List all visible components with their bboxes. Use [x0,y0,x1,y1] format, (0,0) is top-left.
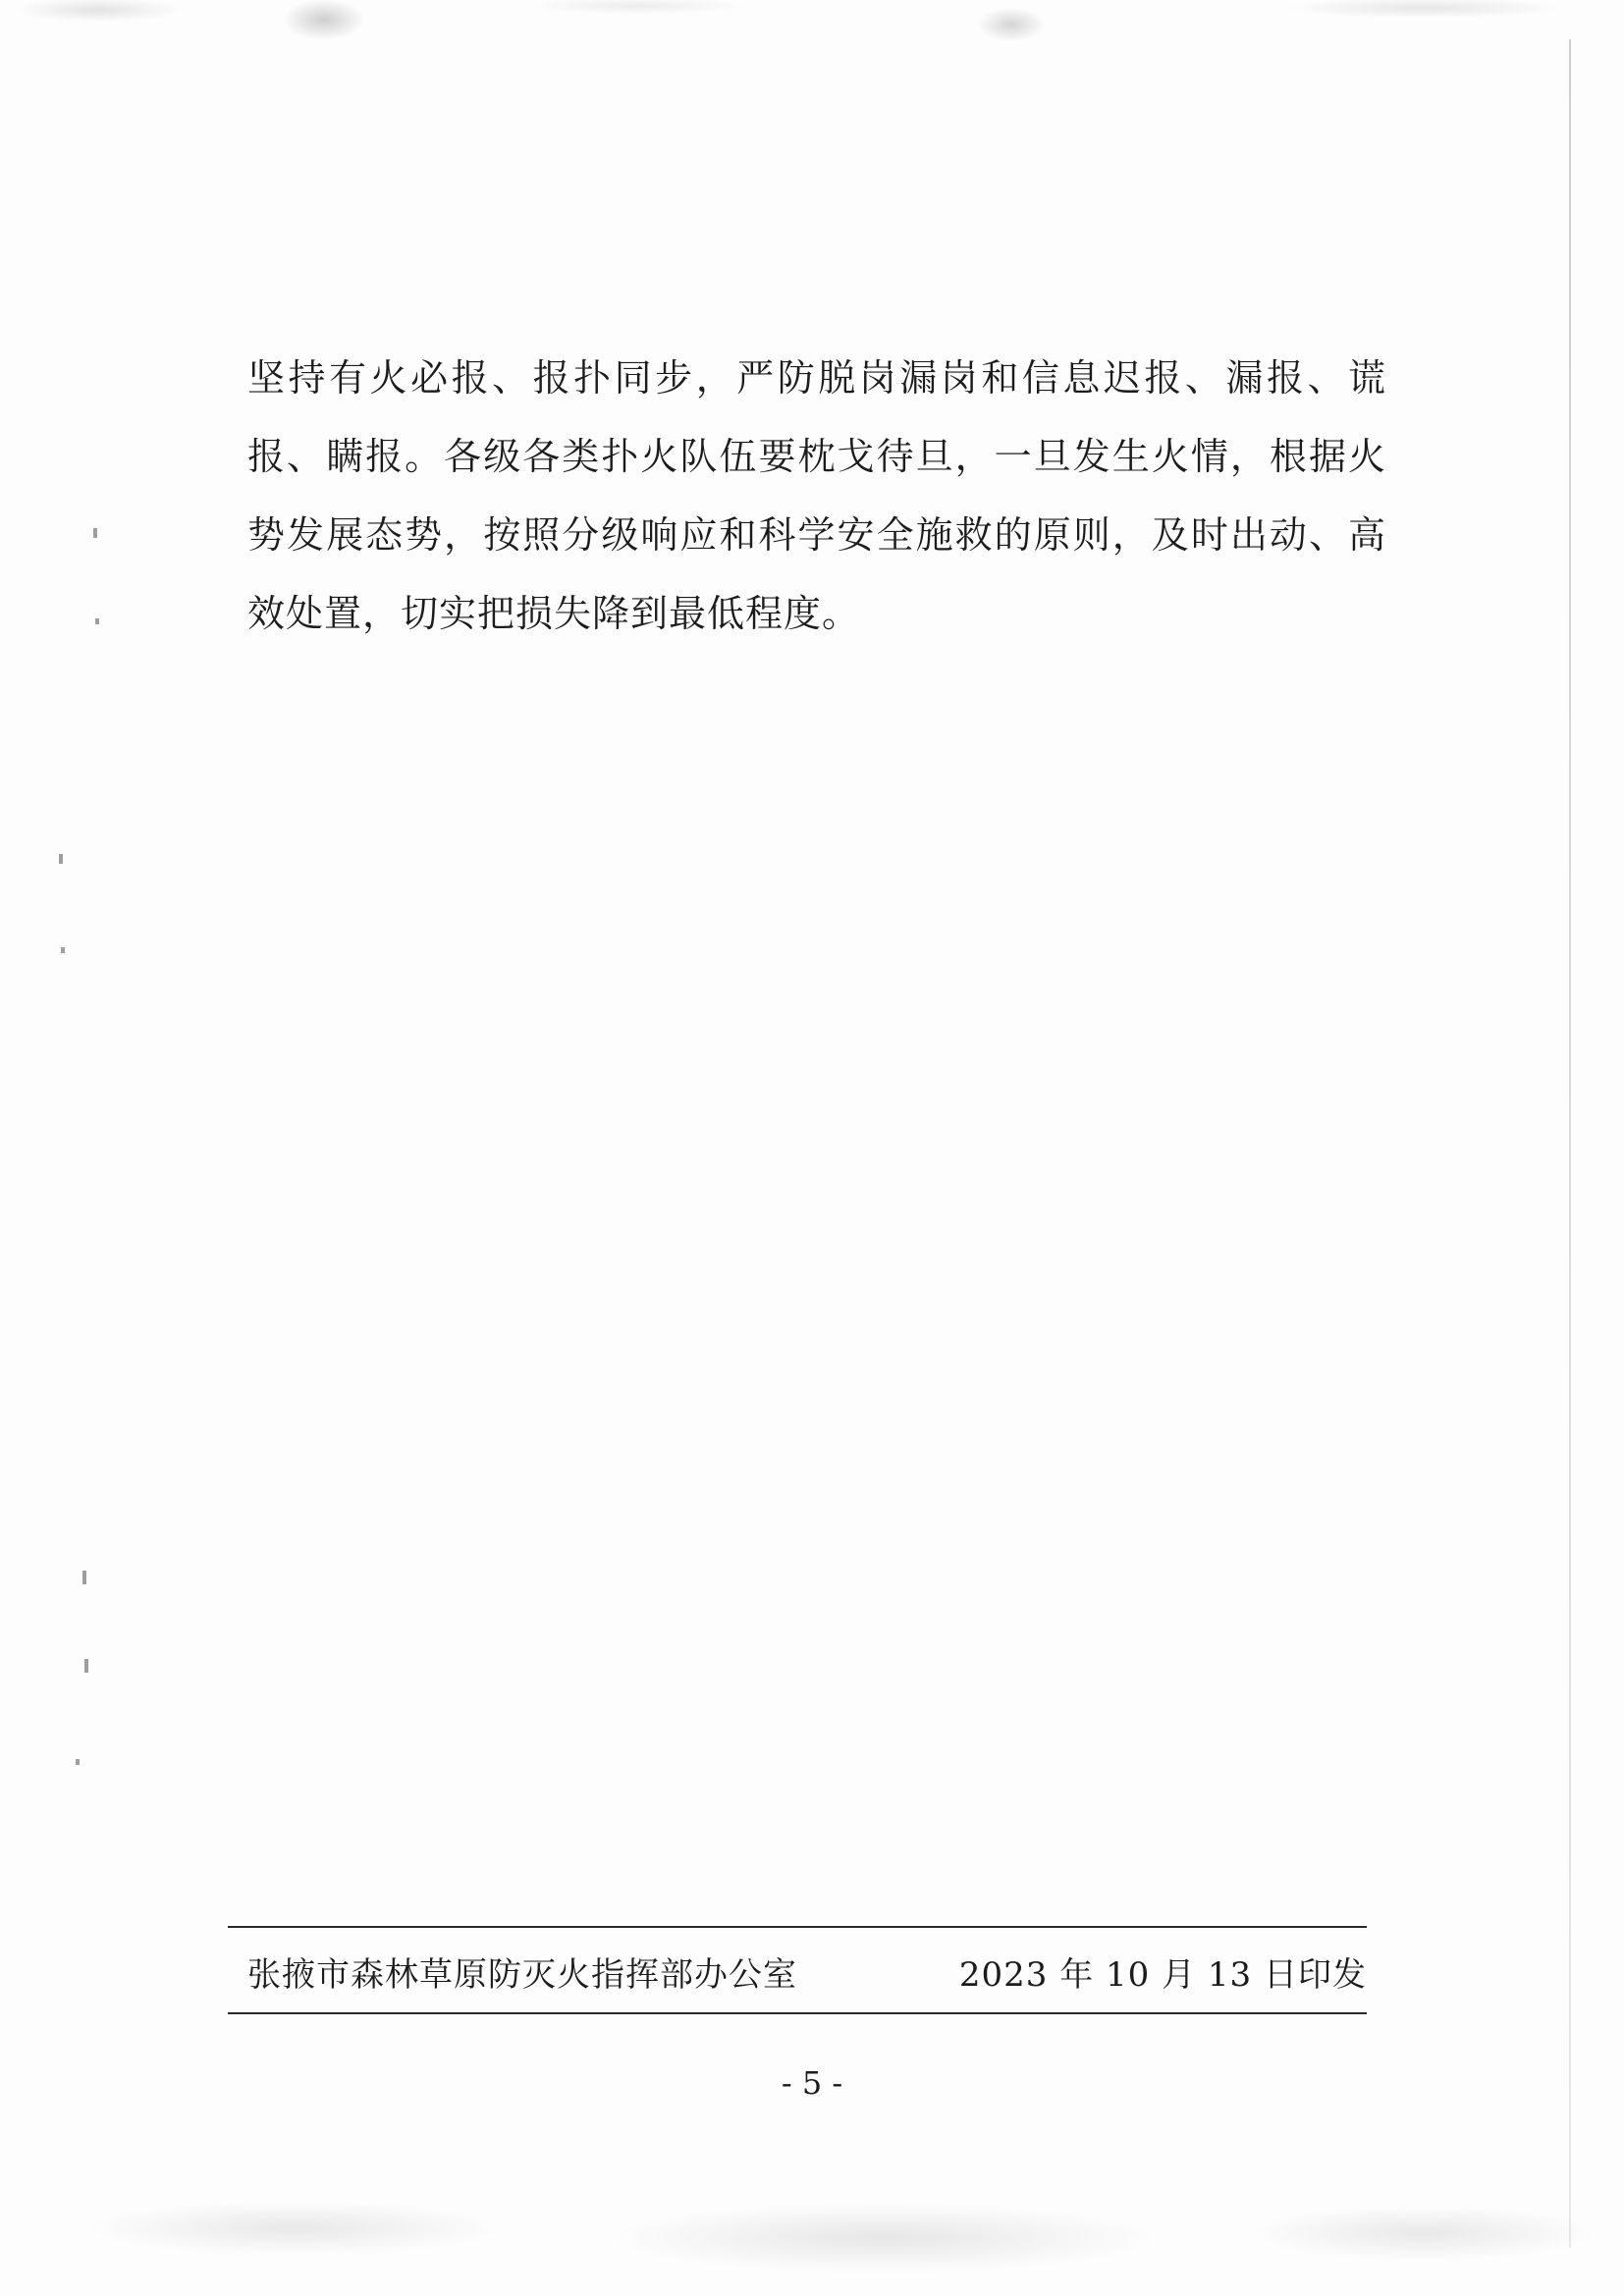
issuer-name: 张掖市森林草原防灭火指挥部办公室 [247,1955,797,1995]
scan-speck [82,1571,86,1584]
scan-noise-bottom [0,2140,1624,2296]
scan-speck [95,618,99,624]
scan-speck [93,528,97,538]
scan-speck [76,1759,80,1765]
footer-top-rule [228,1926,1367,1928]
body-paragraph: 坚持有火必报、报扑同步，严防脱岗漏岗和信息迟报、漏报、谎报、瞒报。各级各类扑火队伍要枕戈待旦，一旦发生火情，根据火势发展态势，按照分级响应和科学安全施救的原则，及时出动、高效处置，切实把损失降到最低程度。 [247,356,1386,635]
scan-noise-top [0,0,1624,69]
scan-edge-line [1569,39,1571,2248]
page-number: - 5 - [781,2064,843,2102]
issue-date: 2023 年 10 月 13 日印发 [958,1955,1367,1995]
scan-speck [84,1659,88,1673]
scan-speck [61,947,65,953]
scan-speck [59,854,63,864]
footer-bottom-rule [228,2012,1367,2014]
